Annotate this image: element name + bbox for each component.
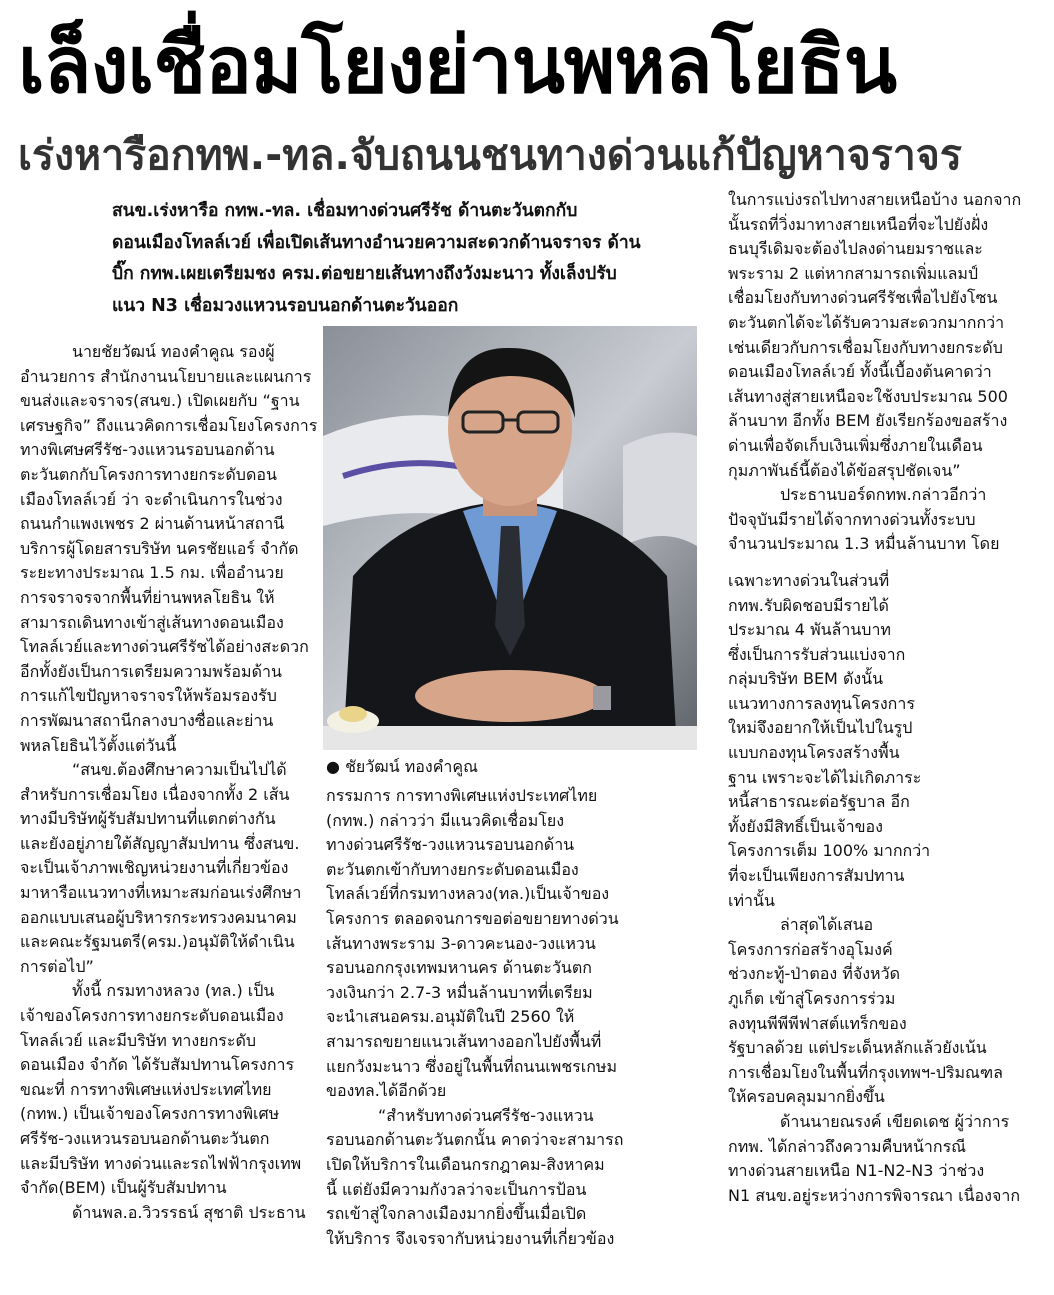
intro-line: บิ๊ก กทพ.เผยเตรียมชง ครม.ต่อขยายเส้นทางถึงวังมะนาว ทั้งเล็งปรับ [112, 264, 617, 284]
text-line: ทางมีบริษัทผู้รับสัมปทานที่แตกต่างกัน [20, 809, 276, 829]
text-line: หนี้สาธารณะต่อรัฐบาล อีก [728, 792, 910, 812]
text-line: แยกวังมะนาว ซึ่งอยู่ในพื้นที่ถนนเพชรเกษม [326, 1056, 618, 1076]
text-line: รอบนอกด้านตะวันตกนั้น คาดว่าจะสามารถ [326, 1130, 624, 1150]
text-line: ของทล.ได้อีกด้วย [326, 1081, 447, 1101]
column-right [728, 188, 1028, 1208]
text-line: เส้นทางพระราม 3-ดาวคะนอง-วงแหวน [326, 933, 596, 953]
text-line: ให้บริการ จึงเจรจากับหน่วยงานที่เกี่ยวข้อง [326, 1228, 615, 1248]
text-line: ด่านเพื่อจัดเก็บเงินเพิ่มซึ่งภายในเดือน [728, 435, 983, 455]
text-line: ล้านบาท อีกทั้ง BEM ยังเรียกร้องขอสร้าง [728, 411, 1008, 431]
text-line: เท่านั้น [728, 890, 775, 910]
text-line: ที่จะเป็นเพียงการสัมปทาน [728, 866, 905, 886]
text-line: ดอนเมืองโทลล์เวย์ ทั้งนี้เบื้องต้นคาดว่า [728, 362, 992, 382]
text-line: ด้านนายณรงค์ เขียดเดช ผู้ว่าการ [780, 1111, 1010, 1131]
text-line: รัฐบาลด้วย แต่ประเด็นหลักแล้วยังเน้น [728, 1038, 987, 1058]
subheadline: เร่งหารือกทพ.-ทล.จับถนนชนทางด่วนแก้ปัญหาจราจร [18, 131, 962, 179]
text-line: โครงการเต็ม 100% มากกว่า [728, 841, 931, 861]
text-line: ทางด่วนศรีรัช-วงแหวนรอบนอกด้าน [326, 835, 575, 855]
text-line: ประธานบอร์ดกทพ.กล่าวอีกว่า [780, 485, 987, 505]
text-line: ทางพิเศษศรีรัช-วงแหวนรอบนอกด้าน [20, 440, 275, 460]
text-line: สามารถขยายแนวเส้นทางออกไปยังพื้นที่ [326, 1031, 602, 1051]
photo-caption [326, 756, 478, 778]
text-line: ให้ครอบคลุมมากยิ่งขึ้น [728, 1087, 885, 1107]
text-line: บริการผู้โดยสารบริษัท นครชัยแอร์ จำกัด [20, 538, 299, 558]
text-line: วงเงินกว่า 2.7-3 หมื่นล้านบาทที่เตรียม [326, 982, 593, 1002]
text-line: ปัจจุบันมีรายได้จากทางด่วนทั้งระบบ [728, 509, 976, 529]
text-line: ระยะทางประมาณ 1.5 กม. เพื่ออำนวย [20, 563, 284, 583]
text-line: จำกัด(BEM) เป็นผู้รับสัมปทาน [20, 1178, 227, 1198]
photo-caption-text: ชัยวัฒน์ ทองคำคูณ [345, 757, 478, 776]
intro-line: แนว N3 เชื่อมวงแหวนรอบนอกด้านตะวันออก [112, 295, 459, 316]
text-line: ช่วงกะทู้-ป่าตอง ที่จังหวัด [728, 964, 900, 984]
text-line: และมีบริษัท ทางด่วนและรถไฟฟ้ากรุงเทพ [20, 1153, 302, 1173]
text-line: ตะวันตกเข้ากับทางยกระดับดอนเมือง [326, 859, 579, 879]
text-line: เจ้าของโครงการทางยกระดับดอนเมือง [20, 1006, 284, 1026]
text-line: โทลล์เวย์ และมีบริษัท ทางยกระดับ [20, 1030, 256, 1050]
headline: เล็งเชื่อมโยงย่านพหลโยธิน [18, 21, 897, 111]
text-line: เช่นเดียวกับการเชื่อมโยงกับทางยกระดับ [728, 337, 1003, 357]
text-line: ออกแบบเสนอผู้บริหารกระทรวงคมนาคม [20, 907, 297, 927]
text-line: ฐาน เพราะจะได้ไม่เกิดภาระ [728, 767, 922, 787]
text-line: เศรษฐกิจ” ถึงแนวคิดการเชื่อมโยงโครงการ [20, 415, 318, 435]
spacer [728, 557, 1028, 569]
bullet-icon: ● [326, 757, 340, 776]
text-line: รถเข้าสู่ใจกลางเมืองมากยิ่งขึ้นเมื่อเปิด [326, 1204, 587, 1224]
text-line: การแก้ไขปัญหาจราจรให้พร้อมรองรับ [20, 686, 277, 706]
text-line: (กทพ.) กล่าวว่า มีแนวคิดเชื่อมโยง [326, 810, 565, 830]
text-line: แนวทางการลงทุนโครงการ [728, 693, 915, 713]
text-line: ขนส่งและจราจร(สนข.) เปิดเผยกับ “ฐาน [20, 391, 300, 411]
text-line: ประมาณ 4 พันล้านบาท [728, 620, 891, 640]
text-line: เชื่อมโยงกับทางด่วนศรีรัชเพื่อไปยังโซน [728, 288, 998, 308]
text-line: ทั้งยังมีสิทธิ์เป็นเจ้าของ [728, 816, 883, 836]
text-line: จะเป็นเจ้าภาพเชิญหน่วยงานที่เกี่ยวข้อง [20, 858, 289, 878]
text-line: ธนบุรีเดิมจะต้องไปลงด่านยมราชและ [728, 239, 983, 259]
text-line: ดอนเมือง จำกัด ได้รับสัมปทานโครงการ [20, 1055, 295, 1075]
text-line: การพัฒนาสถานีกลางบางซื่อและย่าน [20, 710, 274, 730]
text-line: และยังอยู่ภายใต้สัญญาสัมปทาน ซึ่งสนข. [20, 833, 300, 853]
text-line: กทพ. ได้กล่าวถึงความคืบหน้ากรณี [728, 1136, 967, 1156]
intro-paragraph [112, 196, 652, 322]
text-line: การจราจรจากพื้นที่ย่านพหลโยธิน ให้ [20, 587, 275, 607]
text-line: นายชัยวัฒน์ ทองคำคูณ รองผู้ [72, 342, 275, 361]
text-line: ล่าสุดได้เสนอ [780, 915, 874, 935]
portrait-illustration [323, 326, 697, 750]
text-line: เฉพาะทางด่วนในส่วนที่ [728, 570, 890, 590]
column-middle [326, 784, 626, 1251]
text-line: ศรีรัช-วงแหวนรอบนอกด้านตะวันตก [20, 1129, 270, 1148]
text-line: อำนวยการ สำนักงานนโยบายและแผนการ [20, 366, 312, 386]
text-line: กลุ่มบริษัท BEM ดังนั้น [728, 669, 884, 689]
text-line: การเชื่อมโยงในพื้นที่กรุงเทพฯ-ปริมณฑล [728, 1062, 1003, 1082]
text-line: ถนนกำแพงเพชร 2 ผ่านด้านหน้าสถานี [20, 514, 285, 534]
text-line: ลงทุนพีพีพีฟาสต์แทร็กของ [728, 1013, 907, 1033]
column-left [20, 340, 318, 1225]
text-line: ใหม่จึงอยากให้เป็นไปในรูป [728, 718, 913, 738]
text-line: ซึ่งเป็นการรับส่วนแบ่งจาก [728, 644, 906, 664]
text-line: โทลล์เวย์ที่กรมทางหลวง(ทล.)เป็นเจ้าของ [326, 884, 610, 904]
intro-line: สนข.เร่งหารือ กทพ.-ทล. เชื่อมทางด่วนศรีรัช ด้านตะวันตกกับ [112, 201, 578, 221]
text-line: อีกทั้งยังเป็นการเตรียมความพร้อมด้าน [20, 661, 282, 681]
text-line: โทลล์เวย์และทางด่วนศรีรัชได้อย่างสะดวก [20, 637, 309, 657]
text-line: รอบนอกกรุงเทพมหานคร ด้านตะวันตก [326, 958, 592, 978]
text-line: จำนวนประมาณ 1.3 หมื่นล้านบาท โดย [728, 534, 1000, 554]
text-line: กรรมการ การทางพิเศษแห่งประเทศไทย [326, 786, 598, 805]
intro-line: ดอนเมืองโทลล์เวย์ เพื่อเปิดเส้นทางอำนวยความสะดวกด้านจราจร ด้าน [112, 232, 641, 253]
text-line: จะนำเสนอครม.อนุมัติในปี 2560 ให้ [326, 1007, 575, 1027]
text-line: และคณะรัฐมนตรี(ครม.)อนุมัติให้ดำเนิน [20, 932, 295, 952]
text-line: ตะวันตกกับโครงการทางยกระดับดอน [20, 464, 277, 484]
text-line: มาหารือแนวทางที่เหมาะสมก่อนเร่งศึกษา [20, 883, 302, 903]
text-line: ภูเก็ต เข้าสู่โครงการร่วม [728, 989, 896, 1008]
text-line: ทางด่วนสายเหนือ N1-N2-N3 ว่าช่วง [728, 1161, 985, 1181]
text-line: แบบกองทุนโครงสร้างพื้น [728, 743, 900, 763]
text-line: N1 สนข.อยู่ระหว่างการพิจารณา เนื่องจาก [728, 1185, 1021, 1205]
text-line: “สำหรับทางด่วนศรีรัช-วงแหวน [378, 1105, 594, 1125]
text-line: นี้ แต่ยังมีความกังวลว่าจะเป็นการป้อน [326, 1179, 587, 1199]
text-line: นั้นรถที่วิ่งมาทางสายเหนือที่จะไปยังฝั่ง [728, 214, 989, 234]
text-line: โครงการก่อสร้างอุโมงค์ [728, 939, 893, 959]
text-line: กุมภาพันธ์นี้ต้องได้ข้อสรุปชัดเจน” [728, 460, 961, 480]
text-line: โครงการ ตลอดจนการขอต่อขยายทางด่วน [326, 908, 619, 928]
portrait-photo [323, 326, 697, 750]
text-line: ในการแบ่งรถไปทางสายเหนือบ้าง นอกจาก [728, 190, 1022, 209]
text-line: ขณะที่ การทางพิเศษแห่งประเทศไทย [20, 1079, 272, 1099]
text-line: (กทพ.) เป็นเจ้าของโครงการทางพิเศษ [20, 1104, 280, 1124]
text-line: ด้านพล.อ.วิวรรธน์ สุชาติ ประธาน [72, 1202, 306, 1222]
text-line: กทพ.รับผิดชอบมีรายได้ [728, 595, 889, 615]
text-line: สำหรับการเชื่อมโยง เนื่องจากทั้ง 2 เส้น [20, 784, 290, 804]
text-line: เส้นทางสู่สายเหนือจะใช้งบประมาณ 500 [728, 386, 1008, 406]
text-line: เมืองโทลล์เวย์ ว่า จะดำเนินการในช่วง [20, 489, 283, 509]
text-line: พระราม 2 แต่หากสามารถเพิ่มแลมป์ [728, 263, 979, 283]
text-line: “สนข.ต้องศึกษาความเป็นไปได้ [72, 760, 287, 780]
text-line: ทั้งนี้ กรมทางหลวง (ทล.) เป็น [72, 981, 275, 1001]
text-line: สามารถเดินทางเข้าสู่เส้นทางดอนเมือง [20, 612, 284, 632]
text-line: เปิดให้บริการในเดือนกรกฎาคม-สิงหาคม [326, 1154, 605, 1174]
text-line: การต่อไป” [20, 956, 94, 976]
text-line: ตะวันตกได้จะได้รับความสะดวกมากกว่า [728, 312, 1005, 332]
text-line: พหลโยธินไว้ตั้งแต่วันนี้ [20, 735, 177, 755]
